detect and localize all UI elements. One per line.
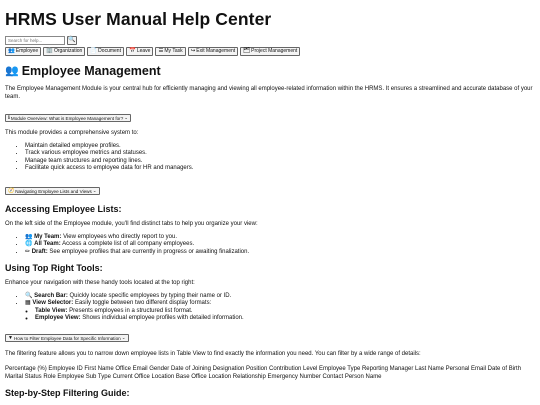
item-term: Table View: bbox=[35, 307, 68, 314]
tools-heading: Using Top Right Tools: bbox=[5, 263, 103, 274]
task-list-icon: ☰ bbox=[158, 48, 164, 54]
list-item bbox=[25, 241, 535, 248]
nav-button-leave[interactable] bbox=[126, 47, 153, 56]
item-desc: Quickly locate specific employees by typing their name or ID. bbox=[69, 292, 232, 299]
compass-icon: 🧭 bbox=[8, 188, 15, 195]
item-desc: Presents employees in a structured list format. bbox=[69, 307, 193, 314]
filter-fields: Percentage (%) Employee ID First Name Office Email Gender Date of Joining Designation Position Contribution Level Employee Type Reporting Manager Last Name Personal Email Date of Birth Marital Status Role Employee Sub Type Current Office Location Base Office Location Relationship Emergency Number Contact Person Name bbox=[5, 366, 522, 380]
nav-button-organization[interactable] bbox=[43, 47, 85, 56]
list-item bbox=[25, 293, 535, 300]
list-item bbox=[25, 300, 535, 322]
item-term: View Selector: bbox=[32, 300, 74, 307]
nav-label: My Task bbox=[164, 48, 183, 54]
chevron-down-icon: ⌄ bbox=[121, 335, 126, 341]
nav-label: Exit Management bbox=[196, 48, 236, 54]
overview-toggle[interactable] bbox=[5, 114, 131, 122]
list-item: • Maintain detailed employee profiles. bbox=[25, 143, 535, 150]
toggle-label: Module Overview: What is Employee Management for? bbox=[10, 115, 124, 121]
overview-text: This module provides a comprehensive system to: bbox=[5, 130, 139, 137]
list-item: • Track various employee metrics and statuses. bbox=[25, 150, 535, 157]
list-item bbox=[35, 308, 535, 315]
page-title: HRMS User Manual Help Center bbox=[5, 9, 272, 29]
steps-heading: Step-by-Step Filtering Guide: bbox=[5, 388, 130, 399]
nav-label: Leave bbox=[136, 48, 151, 54]
chevron-down-icon: ⌄ bbox=[92, 188, 97, 194]
section-title: Employee Management bbox=[21, 64, 161, 78]
list-item bbox=[35, 315, 535, 322]
section-heading bbox=[5, 64, 535, 78]
nav-button-my-task[interactable] bbox=[155, 47, 185, 56]
search-icon: 🔍 bbox=[25, 292, 33, 299]
tools-items bbox=[5, 293, 535, 323]
filter-text: The filtering feature allows you to narrow down employee lists in Table View to find exactly the information you need. You can filter by a wide range of details: bbox=[5, 351, 421, 358]
employee-icon: 👥 bbox=[8, 48, 15, 54]
lists-text: On the left side of the Employee module, you'll find distinct tabs to help you organize your view: bbox=[5, 221, 258, 228]
toggle-label: How to Filter Employee Data for Specific Information bbox=[13, 335, 121, 341]
grid-icon: ▦ bbox=[25, 300, 31, 307]
module-nav bbox=[5, 47, 535, 56]
search-button[interactable] bbox=[67, 36, 77, 45]
nav-button-exit-management[interactable] bbox=[188, 47, 239, 56]
nav-button-project-management[interactable] bbox=[240, 47, 300, 56]
list-item bbox=[25, 249, 535, 256]
nav-button-employee[interactable] bbox=[5, 47, 41, 56]
item-term: Employee View: bbox=[35, 315, 81, 322]
nav-label: Employee bbox=[15, 48, 39, 54]
lists-heading: Accessing Employee Lists: bbox=[5, 204, 122, 215]
item-term: Draft: bbox=[31, 248, 48, 255]
pencil-icon: ✏ bbox=[25, 248, 31, 255]
intro-text: The Employee Management Module is your central hub for efficiently managing and viewing all employee-related information within the HRMS. It ensures a streamlined and accurate database of your team. bbox=[5, 86, 533, 100]
exit-icon: ↪ bbox=[190, 48, 196, 54]
item-desc: View employees who directly report to you. bbox=[63, 234, 178, 240]
search-icon: 🔍 bbox=[68, 37, 76, 43]
calendar-icon: 📅 bbox=[128, 48, 136, 54]
list-item: • Facilitate quick access to employee data for HR and managers. bbox=[25, 165, 535, 172]
organization-icon: 🏢 bbox=[46, 48, 53, 54]
filter-icon: ▼ bbox=[8, 335, 13, 342]
navigation-toggle[interactable] bbox=[5, 187, 100, 195]
item-term: All Team: bbox=[34, 241, 61, 248]
item-desc: Shows individual employee profiles with detailed information. bbox=[82, 315, 244, 322]
globe-icon: 🌐 bbox=[25, 241, 33, 248]
tools-text: Enhance your navigation with these handy tools located at the top right: bbox=[5, 280, 195, 287]
nav-label: Document bbox=[98, 48, 121, 54]
view-formats-list bbox=[25, 308, 535, 323]
document-icon: 📄 bbox=[90, 48, 98, 54]
item-desc: Easily toggle between two different display formats: bbox=[74, 300, 212, 307]
search-bar bbox=[5, 35, 535, 45]
nav-label: Organization bbox=[53, 48, 83, 54]
search-input[interactable] bbox=[5, 36, 65, 45]
list-item: • Manage team structures and reporting lines. bbox=[25, 158, 535, 165]
nav-button-document[interactable] bbox=[87, 47, 124, 56]
team-icon: 👥 bbox=[25, 234, 33, 240]
lists-items bbox=[5, 234, 535, 256]
project-icon: 🗂 bbox=[243, 48, 251, 54]
nav-label: Project Management bbox=[251, 48, 298, 54]
item-desc: See employee profiles that are currently in progress or awaiting finalization. bbox=[49, 248, 250, 255]
info-icon: ℹ bbox=[8, 115, 10, 122]
employees-icon: 👥 bbox=[5, 65, 19, 77]
item-term: My Team: bbox=[34, 234, 62, 240]
toggle-label: Navigating Employee Lists and Views bbox=[15, 188, 92, 194]
filter-toggle[interactable] bbox=[5, 334, 129, 342]
item-term: Search Bar: bbox=[34, 292, 68, 299]
chevron-down-icon: ⌄ bbox=[124, 115, 129, 121]
item-desc: Access a complete list of all company employees. bbox=[62, 241, 195, 248]
overview-list bbox=[5, 143, 535, 173]
